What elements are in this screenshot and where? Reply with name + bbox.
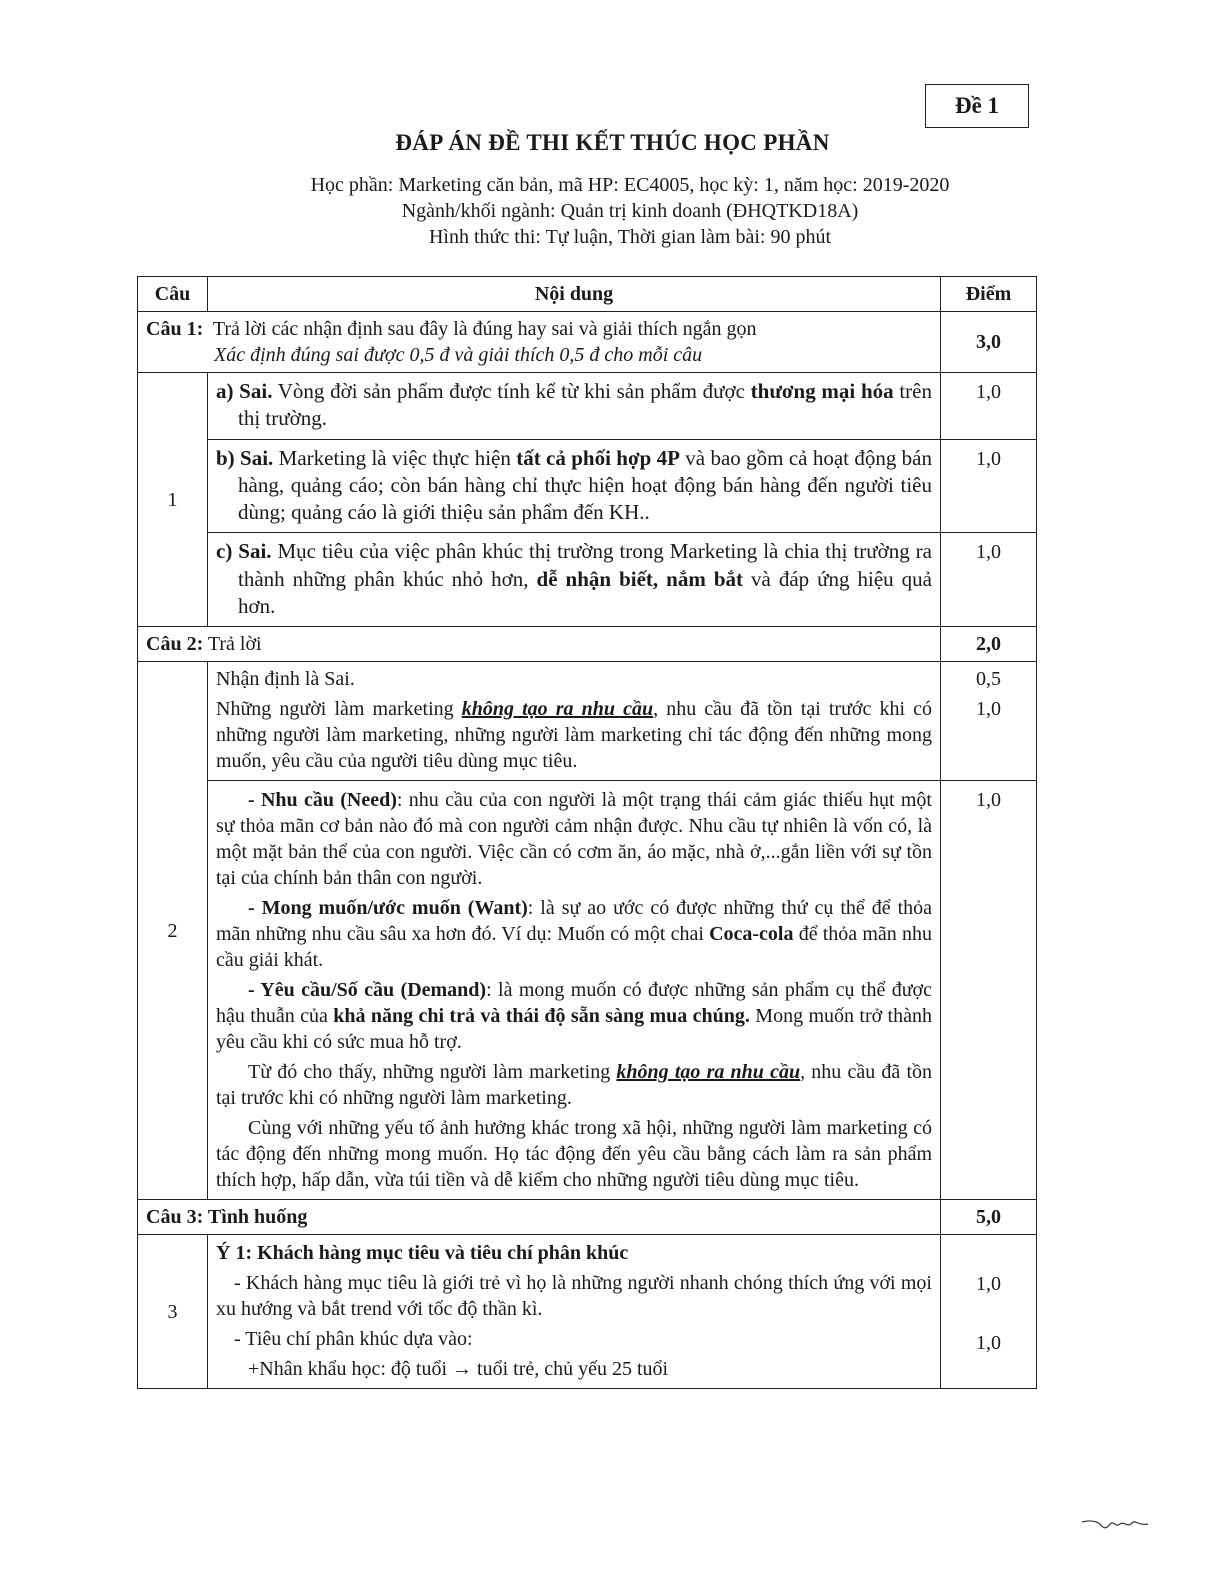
question-1-score: 3,0 — [941, 312, 1037, 373]
table-row — [138, 439, 1037, 533]
answer-1b-text-end: và bao gồm cả hoạt động bán hàng, quảng cáo; còn bán hàng chỉ thực hiện hoạt động bán hàng đến người tiêu dùng; quảng cáo là giới thiệu sản phẩm đến KH.. — [238, 445, 933, 525]
answer-1c-bold: dễ nhận biết, nắm bắt — [536, 566, 743, 591]
question-1-header-row — [138, 312, 1037, 373]
exam-version-label: Đề 1 — [954, 93, 1000, 118]
answer-1b-text: Marketing là việc thực hiện — [273, 445, 517, 470]
conclusion-emphasis: không tạo ra nhu cầu — [616, 1061, 801, 1084]
answer-1c-prefix: c) Sai. — [216, 539, 272, 564]
need-paragraph — [216, 787, 932, 891]
answer-1c-score: 1,0 — [941, 533, 1037, 627]
table-row — [138, 1235, 1037, 1389]
course-info-line: Học phần: Marketing căn bản, mã HP: EC4005, học kỳ: 1, năm học: 2019-2020 — [310, 174, 950, 196]
answer-3-criteria-score: 1,0 — [976, 1332, 1001, 1355]
answer-2-statement-score: 0,5 — [976, 668, 1001, 691]
answer-1b-score: 1,0 — [941, 439, 1037, 533]
answer-3-bullet-criteria: - Tiêu chí phân khúc dựa vào: — [234, 1328, 473, 1351]
major-info-line: Ngành/khối ngành: Quản trị kinh doanh (ĐHQTKD18A) — [401, 200, 859, 222]
question-2-header-row — [138, 627, 1037, 662]
question-2-text: Trả lời — [207, 633, 262, 656]
page-title: ĐÁP ÁN ĐỀ THI KẾT THÚC HỌC PHẦN — [395, 130, 830, 155]
question-1-note: Xác định đúng sai được 0,5 đ và giải thích 0,5 đ cho mỗi câu — [214, 344, 703, 366]
question-3-header — [138, 1200, 941, 1235]
question-1-label: Câu 1: — [146, 318, 204, 340]
question-3-number: 3 — [138, 1235, 208, 1389]
signature-mark — [1080, 1512, 1150, 1536]
question-2-header — [138, 627, 941, 662]
answer-1a-bold: thương mại hóa — [750, 379, 894, 403]
table-header-row — [138, 277, 1037, 312]
question-1-number: 1 — [138, 373, 208, 627]
answer-3-point-1: Ý 1: Khách hàng mục tiêu và tiêu chí phân khúc — [216, 1242, 629, 1265]
question-3-header-row — [138, 1200, 1037, 1235]
answer-2-expl-emphasis: không tạo ra nhu cầu — [461, 698, 654, 721]
answer-2-expl-text-end: , nhu cầu đã tồn tại trước khi có những người làm marketing, những người làm marketing chỉ tác động đến những mong muốn, yêu cầu của người tiêu dùng mục tiêu. — [216, 698, 932, 773]
question-2-label: Câu 2: — [146, 633, 204, 656]
question-2-number: 2 — [138, 662, 208, 1200]
table-row — [138, 373, 1037, 440]
conclusion-text: Từ đó cho thấy, những người làm marketing — [248, 1061, 617, 1084]
question-3-text: Tình huống — [207, 1206, 308, 1229]
demand-definition: : là mong muốn có được những sản phẩm cụ thể được hậu thuẫn của — [216, 979, 933, 1028]
answer-1a-prefix: a) Sai. — [216, 379, 273, 403]
need-term: - Nhu cầu (Need) — [248, 789, 397, 812]
demand-emphasis: khả năng chi trả và thái độ sẵn sàng mua chúng. — [333, 1005, 750, 1028]
answer-1c-text: Mục tiêu của việc phân khúc thị trường trong Marketing là chia thị trường ra thành những phân khúc nhỏ hơn, — [238, 539, 932, 591]
influence-paragraph: Cùng với những yếu tố ảnh hưởng khác trong xã hội, những người làm marketing có tác động đến những mong muốn. Họ tác động đến yêu cầu bằng cách làm ra sản phẩm thích hợp, hấp dẫn, vừa túi tiền và dễ kiếm cho những người tiêu dùng mục tiêu. — [216, 1117, 932, 1192]
answer-1b — [208, 439, 941, 533]
demand-paragraph — [216, 977, 932, 1055]
answer-2-explanation — [216, 696, 932, 774]
question-3-score: 5,0 — [941, 1200, 1037, 1235]
demand-term: - Yêu cầu/Số cầu (Demand) — [248, 979, 487, 1002]
table-row — [138, 781, 1037, 1200]
question-1-text: Trả lời các nhận định sau đây là đúng hay sai và giải thích ngắn gọn — [212, 318, 757, 340]
answer-3-target-score: 1,0 — [976, 1273, 1001, 1296]
answer-1b-bold: tất cả phối hợp 4P — [516, 445, 680, 470]
answer-2-explanation-score: 1,0 — [976, 698, 1001, 721]
answer-1a-score: 1,0 — [941, 373, 1037, 440]
question-1-header — [138, 312, 941, 373]
answer-1b-prefix: b) Sai. — [216, 445, 274, 470]
answer-1c-text-end: và đáp ứng hiệu quả hơn. — [238, 566, 932, 619]
answer-2-statement: Nhận định là Sai. — [216, 668, 355, 691]
answer-2-expl-text: Những người làm marketing — [216, 698, 462, 721]
answer-2-verdict — [208, 662, 941, 781]
question-2-score: 2,0 — [941, 627, 1037, 662]
conclusion-text-end: , nhu cầu đã tồn tại trước khi có những người làm marketing. — [216, 1061, 932, 1110]
header-cau: Câu — [138, 277, 208, 312]
exam-version-box — [925, 84, 1029, 128]
header-diem: Điểm — [941, 277, 1037, 312]
demand-definition-end: Mong muốn trở thành yêu cầu khi có sức mua hỗ trợ. — [216, 1005, 932, 1054]
want-example: Coca-cola — [709, 923, 794, 946]
answer-2-concepts — [208, 781, 941, 1200]
question-3-label: Câu 3: — [146, 1206, 204, 1229]
want-definition-end: để thỏa mãn nhu cầu giải khát. — [216, 923, 933, 972]
answer-1a-text-end: trên thị trường. — [238, 379, 932, 431]
answer-table — [137, 276, 1037, 1389]
conclusion-paragraph — [216, 1059, 932, 1111]
answer-1a — [208, 373, 941, 440]
need-definition: : nhu cầu của con người là một trạng thái cảm giác thiếu hụt một sự thỏa mãn cơ bản nào đó mà con người cảm nhận được. Nhu cầu tự nhiên là vốn có, là một mặt bản thể của con người. Việc cần có cơm ăn, áo mặc, nhà ở,...gắn liền với sự tồn tại của chính bản thân con người. — [216, 789, 932, 890]
table-row — [138, 662, 1037, 781]
answer-3-bullet-target: - Khách hàng mục tiêu là giới trẻ vì họ là những người nhanh chóng thích ứng với mọi xu hướng và bắt trend với tốc độ thần kì. — [216, 1272, 932, 1321]
answer-3-scores — [941, 1235, 1037, 1389]
answer-2-scores — [941, 662, 1037, 781]
want-definition: : là sự ao ước có được những thứ cụ thể để thỏa mãn những nhu cầu sâu xa hơn đó. Ví dụ: Muốn có một chai — [216, 897, 933, 946]
header-noidung: Nội dung — [208, 277, 941, 312]
want-paragraph — [216, 895, 932, 973]
exam-format-line: Hình thức thi: Tự luận, Thời gian làm bài: 90 phút — [428, 226, 832, 248]
answer-1a-text: Vòng đời sản phẩm được tính kể từ khi sản phẩm được — [272, 379, 751, 403]
answer-3 — [208, 1235, 941, 1389]
answer-3-demographic: +Nhân khẩu học: độ tuổi → tuổi trẻ, chủ yếu 25 tuổi — [248, 1358, 669, 1381]
table-row — [138, 533, 1037, 627]
answer-2-concepts-score: 1,0 — [941, 781, 1037, 1200]
answer-1c — [208, 533, 941, 627]
want-term: - Mong muốn/ước muốn (Want) — [248, 897, 528, 920]
